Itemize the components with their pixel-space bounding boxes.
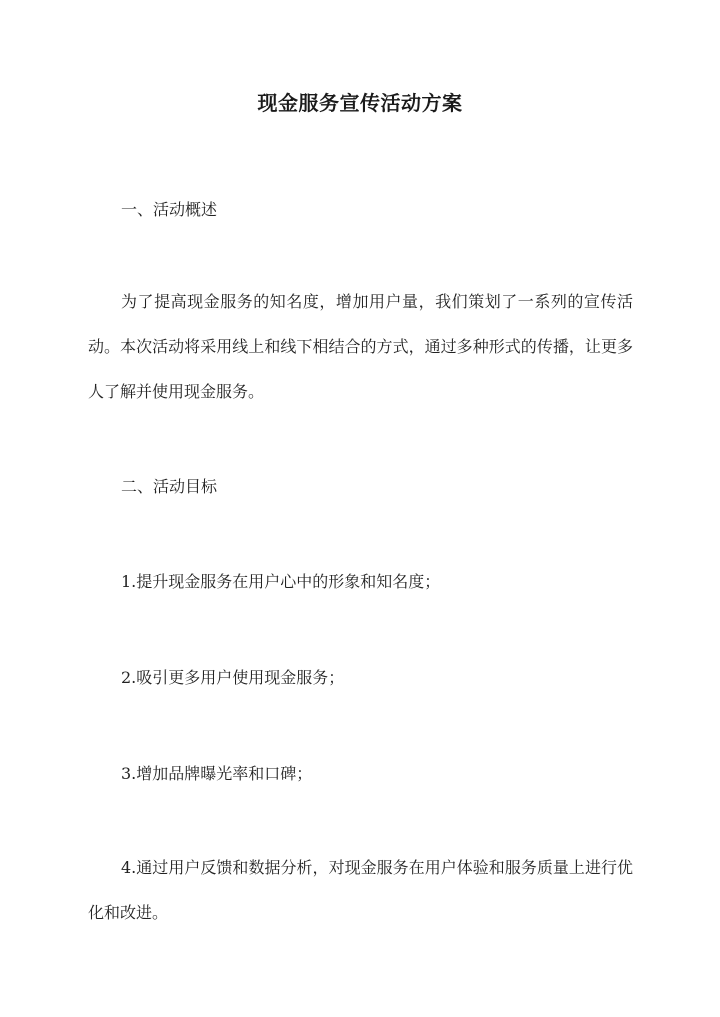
section-heading-goals: 二、活动目标 — [121, 477, 218, 496]
goal-item-3: 3.增加品牌曝光率和口碑； — [121, 764, 313, 783]
goal-item-1: 1.提升现金服务在用户心中的形象和知名度； — [121, 572, 441, 591]
section-heading-overview: 一、活动概述 — [121, 200, 218, 219]
overview-paragraph: 为了提高现金服务的知名度，增加用户量，我们策划了一系列的宣传活动。本次活动将采用线上和线下相结合的方式，通过多种形式的传播，让更多人了解并使用现金服务。 — [88, 292, 633, 401]
goal-item-4: 4.通过用户反馈和数据分析，对现金服务在用户体验和服务质量上进行优化和改进。 — [88, 858, 633, 922]
goal-item-2: 2.吸引更多用户使用现金服务； — [121, 668, 345, 687]
document-title: 现金服务宣传活动方案 — [257, 91, 463, 115]
